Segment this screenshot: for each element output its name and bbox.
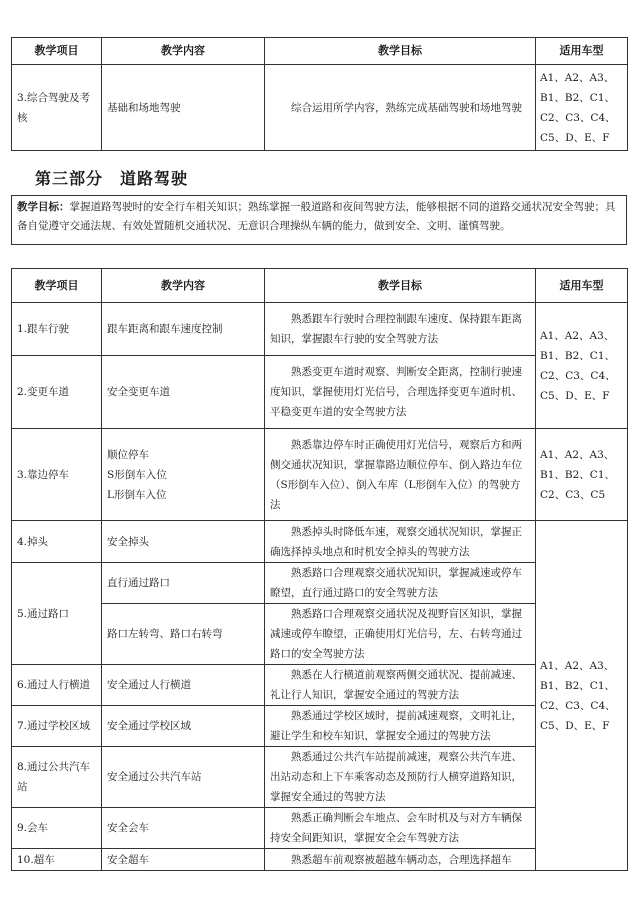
row-project: 3.靠边停车 (12, 429, 102, 521)
row-content (102, 429, 265, 521)
row-goal: 熟悉通过学校区域时，提前减速观察，文明礼让，避让学生和校车知识，掌握安全通过的驾驶方法 (265, 706, 536, 747)
header-content: 教学内容 (102, 38, 265, 65)
row-content: 基础和场地驾驶 (102, 65, 265, 151)
table-row (12, 747, 628, 808)
table-row (12, 706, 628, 747)
section-goal-box (11, 195, 627, 245)
row-cars: A1、A2、A3、B1、B2、C1、C2、C3、C4、C5、D、E、F (536, 65, 628, 151)
table-row (12, 65, 628, 151)
row-cars: A1、A2、A3、B1、B2、C1、C2、C3、C4、C5、D、E、F (536, 303, 628, 429)
row-project: 9.会车 (12, 808, 102, 849)
row-project: 2.变更车道 (12, 356, 102, 429)
row-project: 5.通过路口 (12, 563, 102, 665)
row-content: 安全通过公共汽车站 (102, 747, 265, 808)
row-content: 直行通过路口 (102, 563, 265, 604)
part2-table (11, 37, 628, 151)
row-goal: 熟悉靠边停车时正确使用灯光信号，观察后方和两侧交通状况知识，掌握靠路边顺位停车、倒入路边车位（S形倒车入位）、倒入车库（L形倒车入位）的驾驶方法 (265, 429, 536, 521)
table-row (12, 356, 628, 429)
header-project: 教学项目 (12, 38, 102, 65)
row-content: 安全通过学校区域 (102, 706, 265, 747)
header-goal: 教学目标 (265, 38, 536, 65)
header-cars: 适用车型 (536, 269, 628, 303)
content-line: S形倒车入位 (107, 468, 167, 481)
part3-table (11, 268, 628, 871)
header-goal: 教学目标 (265, 269, 536, 303)
table-header-row (12, 38, 628, 65)
row-goal: 熟悉正确判断会车地点、会车时机及与对方车辆保持安全间距知识，掌握安全会车驾驶方法 (265, 808, 536, 849)
table-row (12, 429, 628, 521)
table-row (12, 665, 628, 706)
row-project: 10.超车 (12, 849, 102, 871)
row-content: 跟车距离和跟车速度控制 (102, 303, 265, 356)
row-content: 安全变更车道 (102, 356, 265, 429)
row-content: 安全通过人行横道 (102, 665, 265, 706)
row-project: 3.综合驾驶及考核 (12, 65, 102, 151)
row-goal: 熟悉超车前观察被超越车辆动态，合理选择超车 (265, 849, 536, 871)
row-project: 4.掉头 (12, 521, 102, 563)
row-goal: 综合运用所学内容，熟练完成基础驾驶和场地驾驶 (265, 65, 536, 151)
content-line: 顺位停车 (107, 448, 149, 461)
row-goal: 熟悉在人行横道前观察两侧交通状况、提前减速、礼让行人知识，掌握安全通过的驾驶方法 (265, 665, 536, 706)
row-project: 1.跟车行驶 (12, 303, 102, 356)
row-project: 7.通过学校区域 (12, 706, 102, 747)
row-content: 路口左转弯、路口右转弯 (102, 604, 265, 665)
header-cars: 适用车型 (536, 38, 628, 65)
row-goal: 熟悉通过公共汽车站提前减速，观察公共汽车进、出站动态和上下车乘客动态及预防行人横穿道路知识，掌握安全通过的驾驶方法 (265, 747, 536, 808)
row-content: 安全超车 (102, 849, 265, 871)
goal-label: 教学目标： (17, 201, 70, 213)
table-row (12, 521, 628, 563)
row-goal: 熟悉变更车道时观察、判断安全距离，控制行驶速度知识，掌握使用灯光信号，合理选择变更车道时机、平稳变更车道的安全驾驶方法 (265, 356, 536, 429)
content-line: L形倒车入位 (107, 488, 167, 501)
row-content: 安全掉头 (102, 521, 265, 563)
row-project: 6.通过人行横道 (12, 665, 102, 706)
row-goal: 熟悉掉头时降低车速，观察交通状况知识，掌握正确选择掉头地点和时机安全掉头的驾驶方法 (265, 521, 536, 563)
table-row (12, 808, 628, 849)
table-row (12, 303, 628, 356)
row-cars: A1、A2、A3、B1、B2、C1、C2、C3、C5 (536, 429, 628, 521)
row-cars: A1、A2、A3、B1、B2、C1、C2、C3、C4、C5、D、E、F (536, 521, 628, 871)
row-content: 安全会车 (102, 808, 265, 849)
goal-text: 掌握道路驾驶时的安全行车相关知识；熟练掌握一般道路和夜间驾驶方法，能够根据不同的道路交通状况安全驾驶；具备自觉遵守交通法规、有效处置随机交通状况、无意识合理操纵车辆的能力，做到安全、文明、谨慎驾驶。 (17, 201, 616, 232)
row-goal: 熟悉路口合理观察交通状况及视野盲区知识，掌握减速或停车瞭望，正确使用灯光信号，左、右转弯通过路口的安全驾驶方法 (265, 604, 536, 665)
table-row (12, 849, 628, 871)
row-goal: 熟悉路口合理观察交通状况知识，掌握减速或停车瞭望，直行通过路口的安全驾驶方法 (265, 563, 536, 604)
row-project: 8.通过公共汽车站 (12, 747, 102, 808)
table-header-row (12, 269, 628, 303)
table-row (12, 563, 628, 604)
section-title: 第三部分 道路驾驶 (35, 169, 189, 188)
table-row (12, 604, 628, 665)
header-project: 教学项目 (12, 269, 102, 303)
header-content: 教学内容 (102, 269, 265, 303)
row-goal: 熟悉跟车行驶时合理控制跟车速度、保持跟车距离知识，掌握跟车行驶的安全驾驶方法 (265, 303, 536, 356)
